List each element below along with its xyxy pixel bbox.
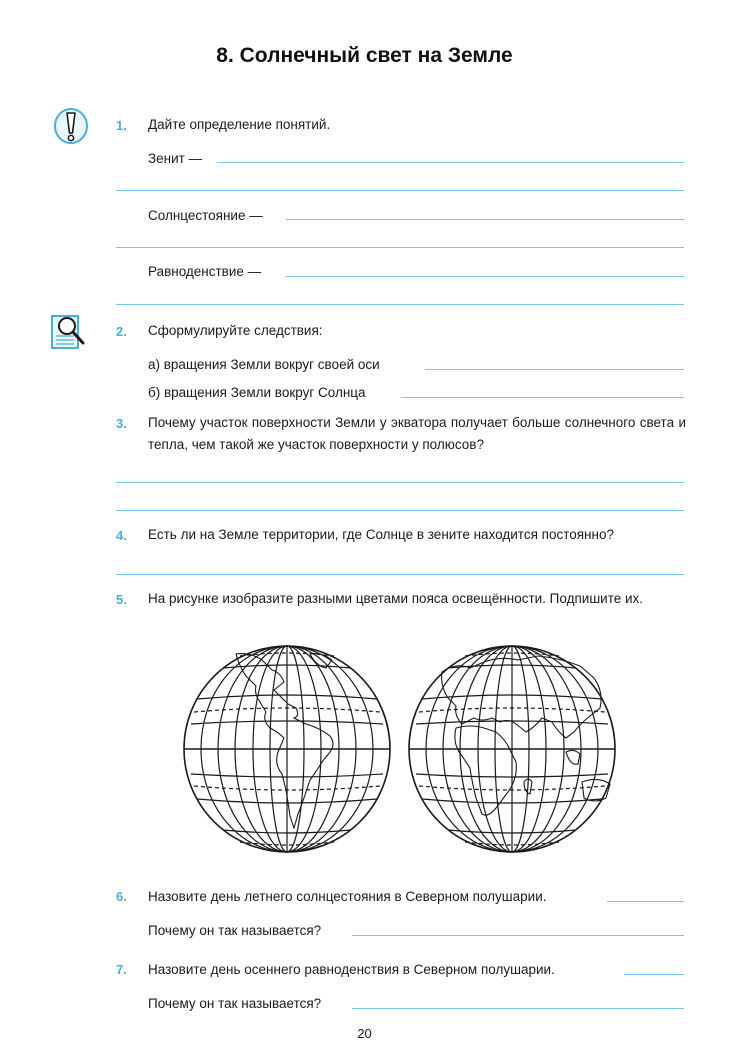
term-label: Равноденствие — [148, 264, 262, 279]
western-hemisphere-globe [184, 646, 390, 852]
answer-line[interactable] [116, 510, 684, 511]
why-label: Почему он так называется? [148, 923, 322, 938]
consequence-label: а) вращения Земли вокруг своей оси [148, 357, 380, 372]
answer-line[interactable] [116, 574, 684, 575]
term-label: Солнцестояние — [148, 208, 263, 223]
task-text: Назовите день летнего солнцестояния в Северном полушарии. [148, 889, 547, 904]
answer-line[interactable] [217, 162, 684, 163]
term-label: Зенит — [148, 151, 203, 166]
answer-line[interactable] [624, 974, 684, 975]
answer-line[interactable] [352, 1008, 684, 1009]
why-label: Почему он так называется? [148, 996, 322, 1011]
task-text: Есть ли на Земле территории, где Солнце в зените находится постоянно? [148, 527, 614, 542]
task-text: Сформулируйте следствия: [148, 323, 323, 338]
task-text: Почему участок поверхности Земли у экватора получает больше солнечного света и тепла, чем такой же участок поверхности у полюсов? [148, 415, 686, 452]
answer-line[interactable] [116, 304, 684, 305]
task-number: 5. [116, 592, 127, 607]
answer-line[interactable] [116, 190, 684, 191]
task-number: 6. [116, 889, 127, 904]
task-number: 7. [116, 962, 127, 977]
answer-line[interactable] [425, 369, 684, 370]
page-number: 20 [357, 1026, 372, 1041]
task-number: 3. [116, 416, 127, 431]
task-text: На рисунке изобразите разными цветами пояса освещённости. Подпишите их. [148, 591, 644, 606]
answer-line[interactable] [116, 247, 684, 248]
task-number: 2. [116, 324, 127, 339]
answer-line[interactable] [352, 935, 684, 936]
answer-line[interactable] [607, 901, 684, 902]
page-title: 8. Солнечный свет на Земле [216, 44, 513, 67]
task-text: Дайте определение понятий. [148, 117, 331, 132]
eastern-hemisphere-globe [409, 646, 615, 852]
globes-figure[interactable] [170, 632, 630, 856]
magnifier-icon [50, 312, 90, 352]
task-number: 1. [116, 118, 127, 133]
task-text: Назовите день осеннего равноденствия в Северном полушарии. [148, 962, 555, 977]
task-number: 4. [116, 528, 127, 543]
answer-line[interactable] [401, 397, 684, 398]
answer-line[interactable] [286, 219, 684, 220]
answer-line[interactable] [116, 482, 684, 483]
consequence-label: б) вращения Земли вокруг Солнца [148, 385, 366, 400]
exclamation-icon [52, 106, 92, 148]
answer-line[interactable] [285, 276, 684, 277]
